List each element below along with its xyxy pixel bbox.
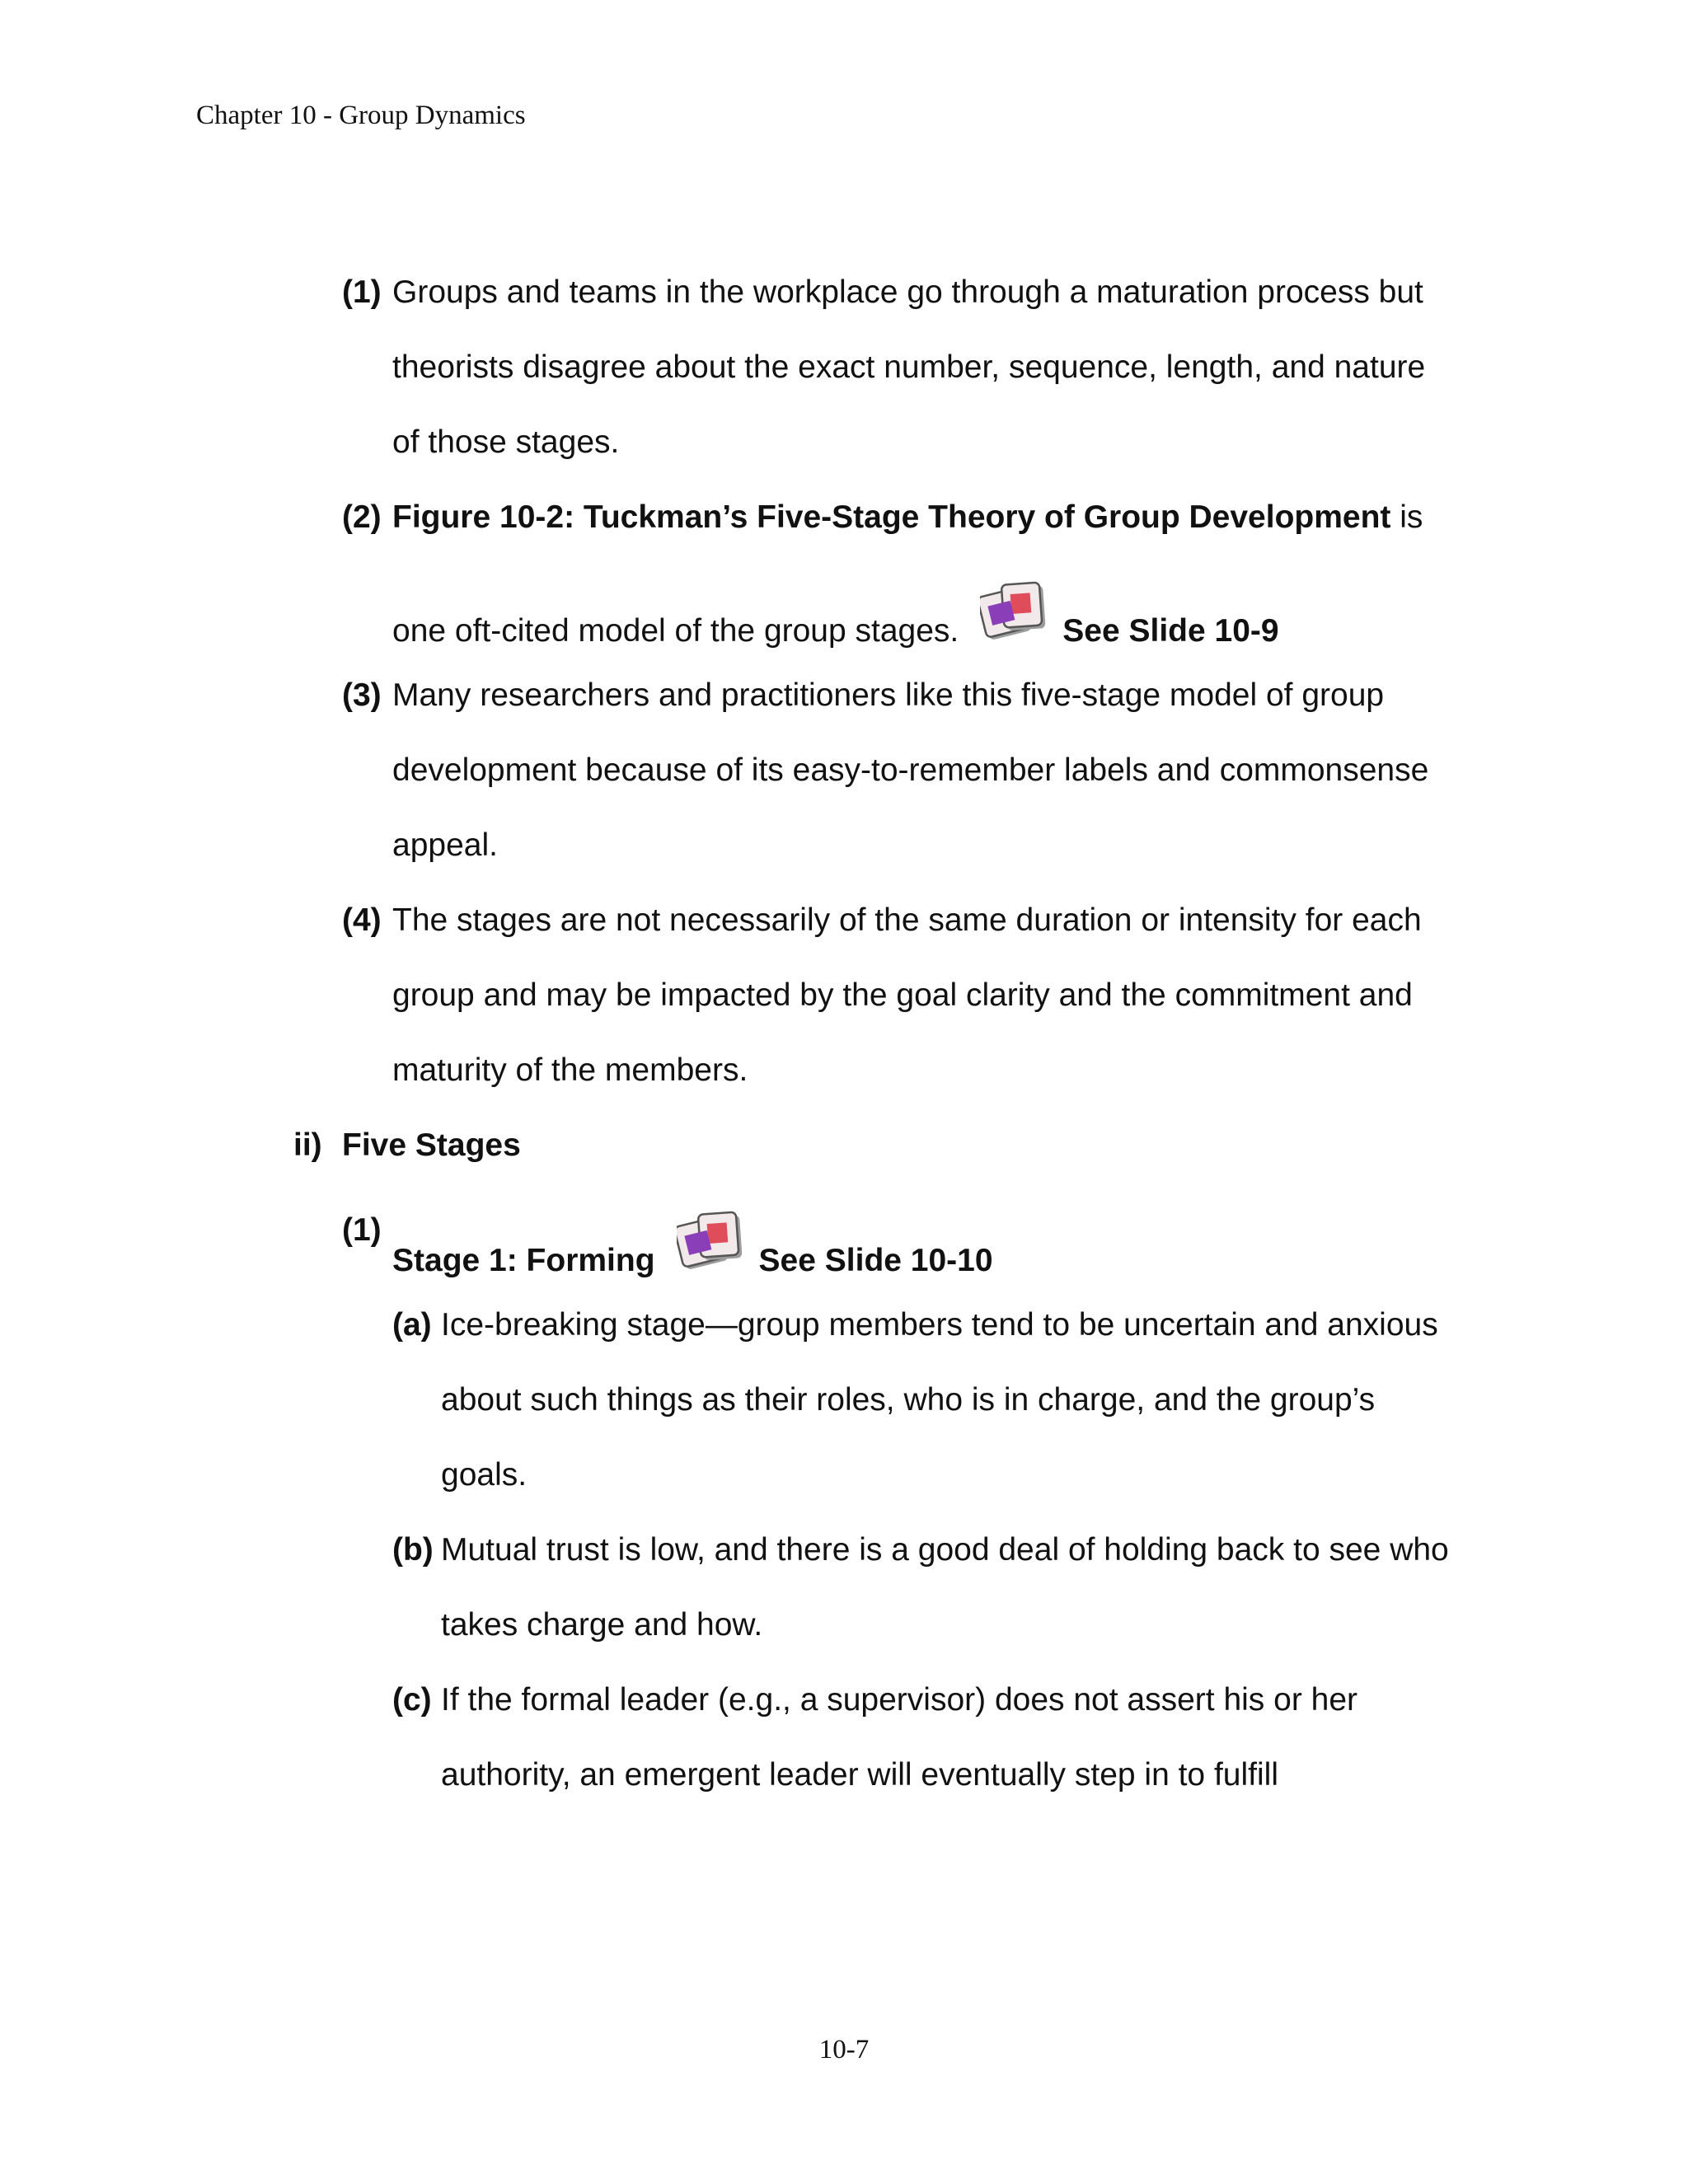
slide-reference: See Slide 10-9: [1062, 613, 1279, 649]
slides-icon: [677, 1210, 746, 1276]
body-line: authority, an emergent leader will eventually step in to fulfill: [441, 1757, 1278, 1793]
stage-heading: Stage 1: Forming: [392, 1243, 655, 1278]
figure-title: Figure 10-2: Tuckman’s Five-Stage Theory of Group Development: [392, 499, 1391, 535]
subitem-marker: (b): [392, 1532, 434, 1568]
body-text: one oft-cited model of the group stages.: [392, 613, 959, 649]
item-marker: (4): [342, 902, 382, 938]
body-line: Mutual trust is low, and there is a good deal of holding back to see who: [441, 1532, 1449, 1568]
body-line: Ice-breaking stage—group members tend to be uncertain and anxious: [441, 1307, 1438, 1343]
section-marker: ii): [293, 1127, 322, 1163]
subitem-marker: (a): [392, 1307, 432, 1343]
item-marker: (1): [342, 1212, 382, 1248]
body-line: appeal.: [392, 827, 498, 863]
body-line: theorists disagree about the exact number, sequence, length, and nature: [392, 349, 1426, 385]
slide-reference: See Slide 10-10: [758, 1243, 993, 1278]
body-text: is: [1390, 499, 1423, 535]
subitem-marker: (c): [392, 1682, 432, 1718]
page-number: 10-7: [818, 2035, 870, 2064]
body-line: [392, 580, 1279, 652]
item-marker: (3): [342, 677, 382, 713]
running-header: Chapter 10 - Group Dynamics: [196, 101, 526, 130]
body-line: Groups and teams in the workplace go through a maturation process but: [392, 274, 1423, 310]
body-line: of those stages.: [392, 424, 620, 460]
body-line: maturity of the members.: [392, 1052, 748, 1088]
section-heading: Five Stages: [342, 1127, 521, 1163]
body-line: [392, 1210, 993, 1282]
body-line: [392, 497, 1423, 538]
item-marker: (2): [342, 499, 382, 535]
body-line: The stages are not necessarily of the same duration or intensity for each: [392, 902, 1422, 938]
body-line: takes charge and how.: [441, 1607, 763, 1643]
body-line: about such things as their roles, who is in charge, and the group’s: [441, 1382, 1376, 1418]
item-marker: (1): [342, 274, 382, 310]
body-line: goals.: [441, 1457, 528, 1493]
slides-icon: [980, 580, 1049, 646]
body-line: group and may be impacted by the goal clarity and the commitment and: [392, 977, 1413, 1013]
body-line: Many researchers and practitioners like this five-stage model of group: [392, 677, 1385, 713]
body-line: development because of its easy-to-remember labels and commonsense: [392, 752, 1429, 788]
body-line: If the formal leader (e.g., a supervisor) does not assert his or her: [441, 1682, 1358, 1718]
